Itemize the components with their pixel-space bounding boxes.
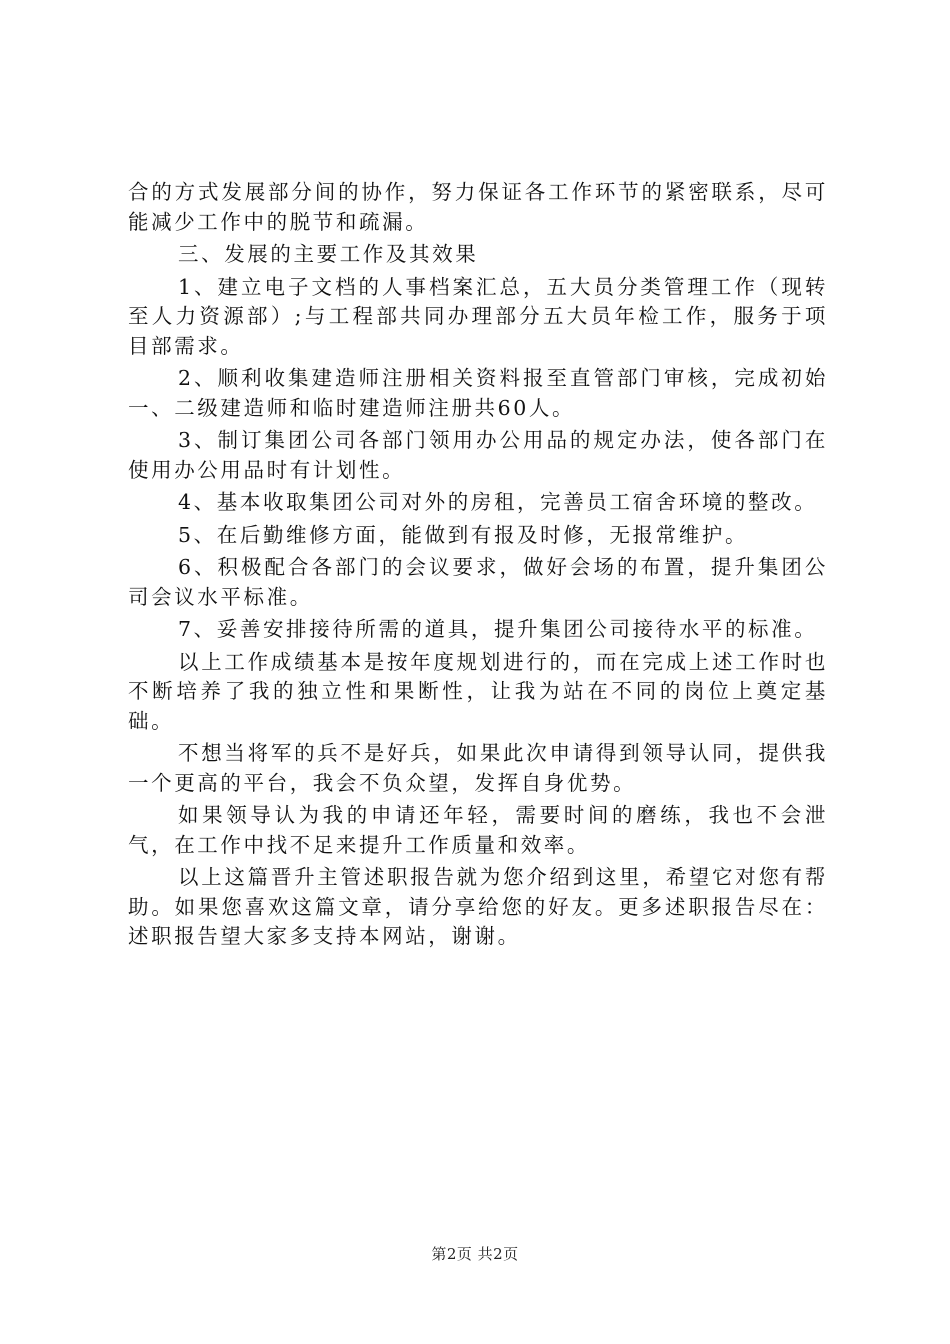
list-item: 3、制订集团公司各部门领用办公用品的规定办法，使各部门在使用办公用品时有计划性。 bbox=[128, 428, 828, 482]
list-item: 1、建立电子文档的人事档案汇总，五大员分类管理工作（现转至人力资源部）;与工程部共同办理部分五大员年检工作，服务于项目部需求。 bbox=[128, 274, 828, 358]
list-item: 4、基本收取集团公司对外的房租，完善员工宿舍环境的整改。 bbox=[178, 490, 818, 514]
list-item: 2、顺利收集建造师注册相关资料报至直管部门审核，完成初始一、二级建造师和临时建造师注册共60人。 bbox=[128, 366, 828, 420]
list-item: 6、积极配合各部门的会议要求，做好会场的布置，提升集团公司会议水平标准。 bbox=[128, 555, 828, 609]
section-heading: 三、发展的主要工作及其效果 bbox=[178, 242, 479, 266]
paragraph: 不想当将军的兵不是好兵，如果此次申请得到领导认同，提供我一个更高的平台，我会不负众望，发挥自身优势。 bbox=[128, 741, 828, 795]
list-item: 5、在后勤维修方面，能做到有报及时修，无报常维护。 bbox=[178, 522, 749, 547]
paragraph: 如果领导认为我的申请还年轻，需要时间的磨练，我也不会泄气，在工作中找不足来提升工作质量和效率。 bbox=[128, 803, 828, 857]
paragraph: 以上工作成绩基本是按年度规划进行的，而在完成上述工作时也不断培养了我的独立性和果断性，让我为站在不同的岗位上奠定基础。 bbox=[128, 649, 828, 733]
page-number-footer: 第2页 共2页 bbox=[431, 1245, 519, 1263]
list-item: 7、妥善安排接待所需的道具，提升集团公司接待水平的标准。 bbox=[178, 617, 818, 641]
paragraph-closing: 以上这篇晋升主管述职报告就为您介绍到这里，希望它对您有帮助。如果您喜欢这篇文章，请分享给您的好友。更多述职报告尽在：述职报告望大家多支持本网站，谢谢。 bbox=[128, 865, 828, 948]
paragraph-continuation: 合的方式发展部分间的协作，努力保证各工作环节的紧密联系，尽可能减少工作中的脱节和疏漏。 bbox=[128, 180, 828, 234]
document-body bbox=[128, 178, 828, 955]
